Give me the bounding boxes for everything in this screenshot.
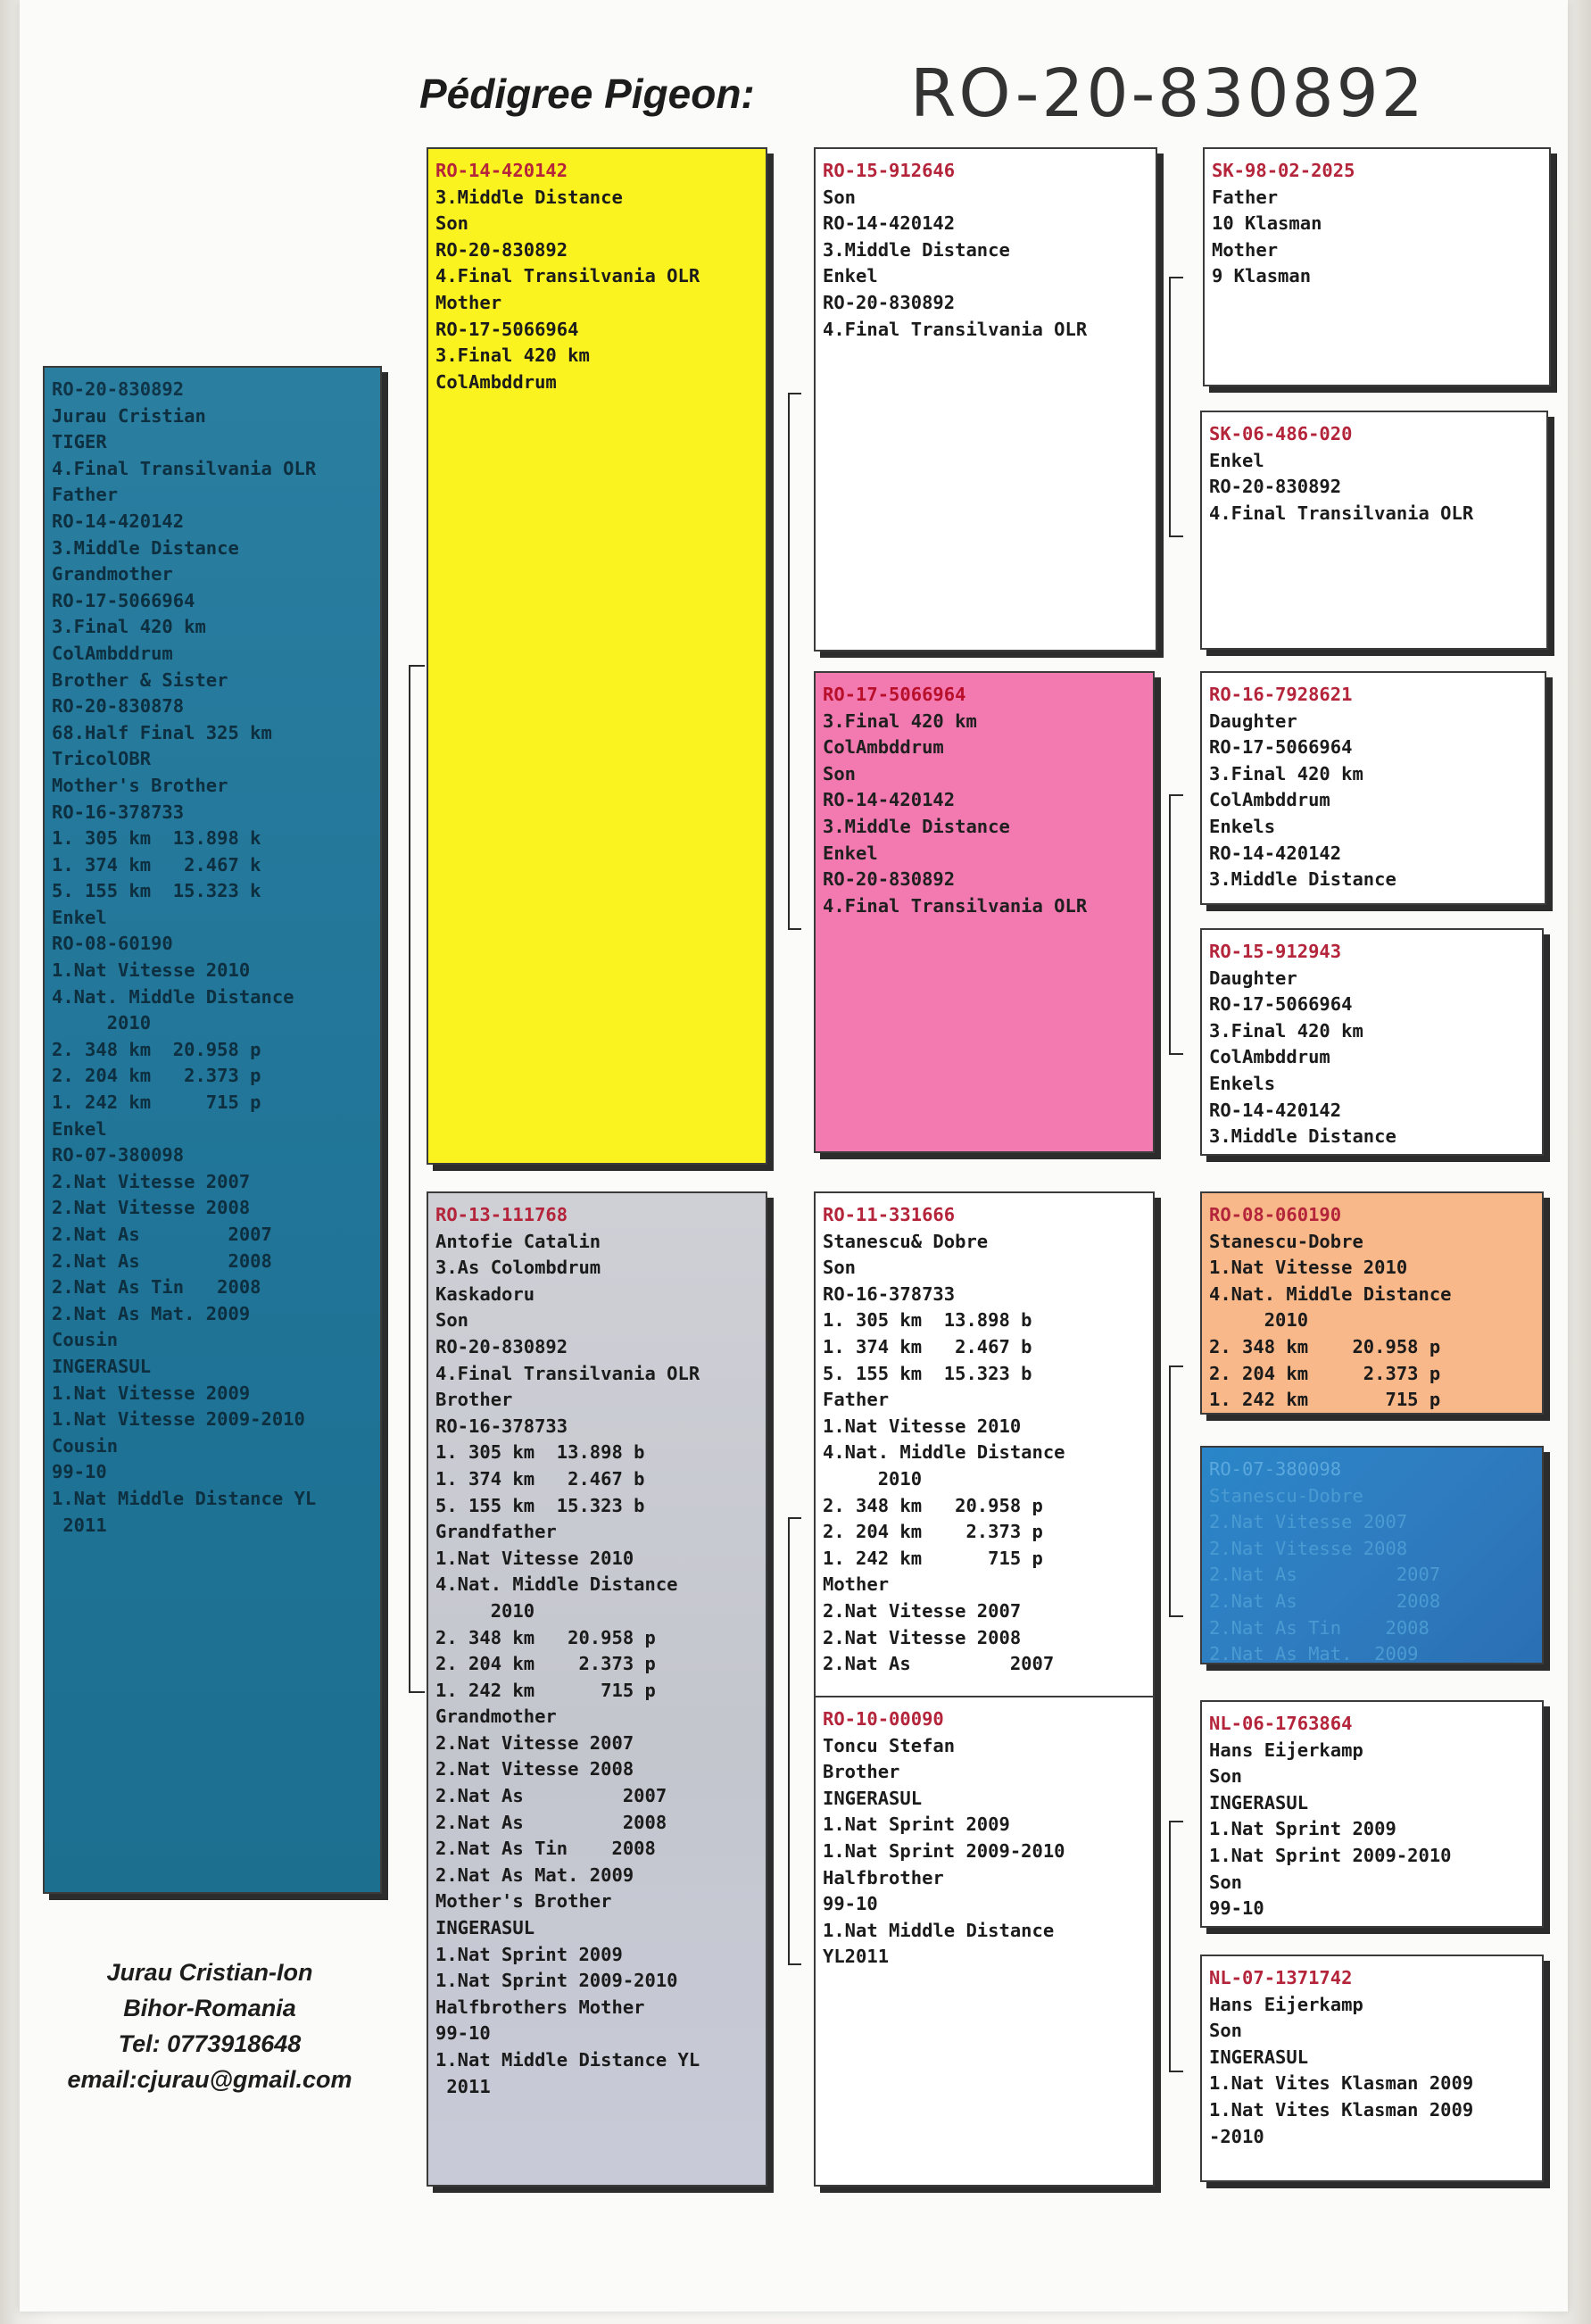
- pedigree-line: Stanescu-Dobre: [1209, 1230, 1363, 1252]
- pedigree-line: 2. 348 km 20.958 p: [52, 1038, 261, 1060]
- pedigree-line: 1. 374 km 2.467 b: [823, 1335, 1032, 1357]
- connector: [788, 1963, 801, 1965]
- pedigree-line: Mother: [1212, 238, 1279, 261]
- connector: [1169, 1615, 1183, 1617]
- connector: [1169, 2071, 1183, 2072]
- pedigree-line: 2.Nat Vitesse 2008: [1209, 1537, 1408, 1559]
- pedigree-line: RO-17-5066964: [52, 589, 195, 611]
- pedigree-line: RO-20-830892: [1209, 476, 1342, 498]
- pedigree-line: 3.Final 420 km: [1209, 762, 1363, 784]
- pigeon-card-dds: [1200, 1700, 1544, 1928]
- pedigree-line: 3.Final 420 km: [435, 344, 590, 367]
- pedigree-line: 4.Final Transilvania OLR: [823, 318, 1088, 340]
- connector: [1169, 1365, 1171, 1615]
- pedigree-line: Grandfather: [435, 1521, 557, 1543]
- pedigree-line: 1.Nat Vites Klasman 2009: [1209, 2072, 1474, 2095]
- pedigree-line: 2. 348 km 20.958 p: [435, 1626, 656, 1648]
- pedigree-line: 2.Nat Vitesse 2008: [52, 1197, 251, 1219]
- ring-id: SK-06-486-020: [1209, 423, 1353, 444]
- ring-id: RO-08-060190: [1209, 1204, 1342, 1225]
- pedigree-line: Enkels: [1209, 815, 1276, 837]
- pedigree-line: 2.Nat As Mat. 2009: [52, 1302, 251, 1324]
- pedigree-line: 2.Nat As 2007: [1209, 1564, 1441, 1586]
- pedigree-line: Son: [435, 1309, 469, 1332]
- pedigree-line: 2011: [52, 1514, 107, 1536]
- pedigree-line: RO-14-420142: [1209, 842, 1342, 864]
- pedigree-line: 5. 155 km 15.323 b: [435, 1494, 645, 1516]
- pedigree-line: Father: [52, 484, 119, 506]
- pedigree-line: 2.Nat As 2007: [823, 1653, 1055, 1675]
- pedigree-line: 2.Nat Vitesse 2008: [435, 1758, 634, 1780]
- connector: [1169, 1365, 1183, 1367]
- pedigree-line: Grandmother: [435, 1706, 557, 1728]
- pedigree-line: ColAmbddrum: [52, 642, 173, 664]
- pedigree-line: RO-14-420142: [823, 789, 956, 811]
- ring-id: RO-07-380098: [1209, 1458, 1342, 1480]
- pedigree-line: 2. 204 km 2.373 p: [52, 1065, 261, 1087]
- pedigree-line: 68.Half Final 325 km: [52, 721, 272, 743]
- pedigree-line: 4.Final Transilvania OLR: [52, 457, 317, 479]
- pigeon-card-dss: [1200, 1191, 1544, 1415]
- pedigree-line: INGERASUL: [1209, 1791, 1309, 1814]
- pedigree-line: Enkel: [52, 1117, 107, 1140]
- pedigree-line: 3.Middle Distance: [435, 186, 623, 208]
- pedigree-line: 1.Nat Sprint 2009: [435, 1943, 623, 1965]
- connector: [1169, 277, 1171, 535]
- pedigree-line: Toncu Stefan: [823, 1734, 956, 1756]
- pedigree-line: RO-17-5066964: [1209, 736, 1353, 759]
- ring-id: RO-14-420142: [435, 160, 568, 181]
- pedigree-line: 5. 155 km 15.323 k: [52, 880, 261, 902]
- page-title: Pédigree Pigeon:: [419, 71, 755, 117]
- pedigree-line: 1.Nat Sprint 2009-2010: [435, 1970, 678, 1992]
- pedigree-line: 2011: [435, 2075, 491, 2097]
- pedigree-line: 4.Final Transilvania OLR: [823, 894, 1088, 917]
- pedigree-line: 1. 374 km 2.467 k: [52, 853, 261, 876]
- pedigree-line: Mother: [823, 1573, 890, 1596]
- pedigree-line: RO-16-378733: [52, 801, 185, 823]
- pedigree-line: INGERASUL: [435, 1917, 535, 1939]
- pedigree-line: 2.Nat As 2007: [52, 1224, 272, 1245]
- pedigree-line: 2.Nat Vitesse 2007: [823, 1599, 1022, 1622]
- connector: [1169, 277, 1183, 278]
- pigeon-card-dam-dam: [814, 1696, 1155, 2187]
- ring-id: RO-20-830892: [52, 378, 185, 400]
- pedigree-line: 1.Nat Middle Distance: [823, 1919, 1055, 1941]
- pedigree-line: RO-20-830878: [52, 695, 185, 718]
- pedigree-line: ColAmbddrum: [823, 736, 944, 759]
- pedigree-line: Kaskadoru: [435, 1282, 535, 1305]
- pedigree-line: RO-17-5066964: [435, 318, 579, 340]
- pedigree-line: 2. 204 km 2.373 p: [1209, 1362, 1441, 1384]
- pedigree-line: TIGER: [52, 431, 107, 453]
- pedigree-line: Hans Eijerkamp: [1209, 1993, 1363, 2015]
- pedigree-line: RO-14-420142: [1209, 1099, 1342, 1121]
- pedigree-line: 5. 155 km 15.323 b: [823, 1362, 1032, 1384]
- pedigree-line: 3.Final 420 km: [823, 710, 977, 732]
- pedigree-line: TricolOBR: [52, 748, 152, 770]
- pedigree-line: 2010: [823, 1467, 923, 1490]
- pedigree-line: 99-10: [823, 1893, 878, 1915]
- pigeon-card-sss: [1203, 147, 1551, 386]
- pedigree-line: 3.Middle Distance: [52, 536, 239, 559]
- pedigree-line: RO-07-380098: [52, 1144, 185, 1166]
- pedigree-line: 2.Nat As Mat. 2009: [1209, 1643, 1419, 1664]
- pedigree-line: 99-10: [52, 1461, 107, 1483]
- pedigree-line: 1.Nat Vitesse 2010: [1209, 1257, 1408, 1279]
- pigeon-card-dam-sire: [814, 1191, 1155, 1700]
- pedigree-line: Son: [1209, 1871, 1243, 1893]
- pedigree-line: ColAmbddrum: [1209, 1046, 1330, 1068]
- connector: [409, 665, 425, 667]
- connector: [788, 393, 790, 928]
- pedigree-line: 1. 305 km 13.898 b: [435, 1441, 645, 1464]
- pedigree-line: 1. 305 km 13.898 k: [52, 827, 261, 850]
- pedigree-line: 1.Nat Sprint 2009: [1209, 1818, 1396, 1840]
- pedigree-line: 3.As Colombdrum: [435, 1257, 601, 1279]
- pedigree-line: 2.Nat As Tin 2008: [1209, 1616, 1429, 1639]
- pedigree-line: 1.Nat Vites Klasman 2009: [1209, 2098, 1474, 2121]
- pedigree-line: Enkel: [1209, 449, 1264, 471]
- breeder-phone: Tel: 0773918648: [118, 2030, 302, 2057]
- ring-id: RO-17-5066964: [823, 684, 966, 705]
- pedigree-line: Brother & Sister: [52, 668, 228, 691]
- connector: [1169, 794, 1183, 796]
- pedigree-line: 1. 242 km 715 p: [1209, 1389, 1441, 1411]
- pedigree-line: 2.Nat Vitesse 2007: [52, 1170, 251, 1192]
- pedigree-line: 2. 204 km 2.373 p: [435, 1653, 656, 1675]
- pedigree-line: 1.Nat Sprint 2009-2010: [823, 1839, 1065, 1862]
- pigeon-card-sds: [1200, 671, 1546, 905]
- connector: [1169, 1053, 1183, 1055]
- pedigree-line: Mother: [435, 291, 502, 313]
- pedigree-line: Daughter: [1209, 967, 1297, 989]
- pedigree-line: 4.Nat. Middle Distance: [435, 1573, 678, 1596]
- pedigree-line: RO-20-830892: [823, 868, 956, 891]
- pigeon-card-dam: [427, 1191, 767, 2187]
- pedigree-line: 99-10: [435, 2022, 491, 2045]
- pedigree-line: 4.Nat. Middle Distance: [823, 1441, 1065, 1464]
- pigeon-card-sire-sire: [814, 147, 1157, 652]
- pedigree-line: ColAmbddrum: [435, 370, 557, 393]
- pedigree-line: 1.Nat Vitesse 2009: [52, 1382, 251, 1404]
- pigeon-card-ddd: [1200, 1955, 1544, 2182]
- pedigree-line: Son: [1209, 1765, 1243, 1788]
- breeder-location: Bihor-Romania: [123, 1995, 296, 2021]
- pedigree-line: 2010: [1209, 1309, 1309, 1332]
- connector: [788, 1517, 801, 1519]
- pedigree-line: RO-08-60190: [52, 933, 173, 955]
- connector: [788, 1517, 790, 1963]
- pedigree-line: Brother: [435, 1389, 513, 1411]
- pedigree-line: 4.Final Transilvania OLR: [1209, 502, 1474, 524]
- pedigree-line: -2010: [1209, 2125, 1264, 2147]
- pedigree-line: Son: [823, 1257, 857, 1279]
- connector: [1169, 1821, 1171, 2071]
- pedigree-line: 2010: [435, 1599, 535, 1622]
- pedigree-line: INGERASUL: [52, 1355, 152, 1377]
- pedigree-line: Antofie Catalin: [435, 1230, 601, 1252]
- pigeon-card-dsd: [1200, 1446, 1544, 1664]
- pedigree-line: Stanescu& Dobre: [823, 1230, 989, 1252]
- pedigree-line: Enkel: [52, 906, 107, 928]
- ring-number: RO-20-830892: [910, 55, 1426, 132]
- pedigree-line: RO-20-830892: [823, 291, 956, 313]
- connector: [1169, 1821, 1183, 1822]
- pedigree-line: INGERASUL: [1209, 2046, 1309, 2068]
- pedigree-line: 3.Middle Distance: [1209, 868, 1396, 891]
- ring-id: NL-06-1763864: [1209, 1713, 1353, 1734]
- pedigree-line: Enkel: [823, 842, 878, 864]
- pedigree-line: Enkels: [1209, 1072, 1276, 1094]
- pedigree-line: 3.Middle Distance: [823, 238, 1010, 261]
- breeder-contact: [36, 1955, 384, 2097]
- pedigree-line: Son: [823, 762, 857, 784]
- pedigree-line: 1.Nat Vitesse 2010: [52, 959, 251, 982]
- pedigree-line: 3.Final 420 km: [1209, 1019, 1363, 1042]
- pedigree-line: RO-14-420142: [52, 510, 185, 532]
- pedigree-line: INGERASUL: [823, 1787, 923, 1809]
- pedigree-line: 2.Nat As 2008: [1209, 1589, 1441, 1612]
- pedigree-line: Halfbrothers Mother: [435, 1996, 645, 2018]
- pedigree-line: 1. 242 km 715 p: [52, 1091, 261, 1114]
- pedigree-line: Cousin: [52, 1329, 119, 1351]
- pedigree-line: YL2011: [823, 1946, 890, 1968]
- pedigree-line: 1.Nat Middle Distance YL: [435, 2049, 700, 2071]
- pedigree-line: 1.Nat Sprint 2009: [823, 1814, 1010, 1836]
- pedigree-line: 2. 348 km 20.958 p: [1209, 1335, 1441, 1357]
- ring-id: RO-15-912646: [823, 160, 956, 181]
- ring-id: RO-13-111768: [435, 1204, 568, 1225]
- pedigree-line: RO-14-420142: [823, 212, 956, 235]
- pedigree-line: 99-10: [1209, 1897, 1264, 1920]
- pedigree-line: 4.Final Transilvania OLR: [435, 265, 700, 287]
- pedigree-line: RO-20-830892: [435, 1335, 568, 1357]
- ring-id: RO-11-331666: [823, 1204, 956, 1225]
- pedigree-line: 2. 204 km 2.373 p: [823, 1521, 1043, 1543]
- pigeon-card-sire-dam: [814, 671, 1155, 1153]
- ring-id: SK-98-02-2025: [1212, 160, 1355, 181]
- breeder-name: Jurau Cristian-Ion: [106, 1959, 313, 1986]
- pedigree-line: 3.Middle Distance: [1209, 1125, 1396, 1148]
- pedigree-line: Enkel: [823, 265, 878, 287]
- pigeon-card-ssd: [1200, 411, 1548, 650]
- pedigree-line: Brother: [823, 1761, 900, 1783]
- connector: [1169, 794, 1171, 1053]
- pedigree-line: Mother's Brother: [52, 774, 228, 796]
- pigeon-card-sire: [427, 147, 767, 1165]
- pedigree-line: Hans Eijerkamp: [1209, 1739, 1363, 1761]
- ring-id: RO-10-00090: [823, 1708, 944, 1730]
- pigeon-card-sdd: [1200, 928, 1544, 1156]
- pigeon-card-main: [43, 366, 382, 1894]
- pedigree-line: Jurau Cristian: [52, 404, 206, 427]
- pedigree-line: 2. 348 km 20.958 p: [823, 1494, 1043, 1516]
- pedigree-line: 1.Nat Vitesse 2010: [823, 1415, 1022, 1437]
- pedigree-line: RO-20-830892: [435, 238, 568, 261]
- pedigree-line: ColAmbddrum: [1209, 789, 1330, 811]
- pedigree-line: RO-16-378733: [823, 1282, 956, 1305]
- pedigree-line: 2.Nat As 2008: [52, 1249, 272, 1272]
- pedigree-line: 10 Klasman: [1212, 212, 1322, 235]
- ring-id: NL-07-1371742: [1209, 1967, 1353, 1988]
- pedigree-line: 2.Nat Vitesse 2007: [435, 1731, 634, 1754]
- pedigree-line: 1. 242 km 715 p: [823, 1547, 1043, 1569]
- connector: [788, 928, 801, 930]
- pedigree-line: 1.Nat Vitesse 2010: [435, 1547, 634, 1569]
- pedigree-line: 2.Nat As 2007: [435, 1785, 667, 1807]
- connector: [409, 1691, 425, 1693]
- pedigree-line: Father: [823, 1389, 890, 1411]
- pedigree-line: Halfbrother: [823, 1866, 944, 1888]
- pedigree-line: 1. 242 km 715 p: [435, 1679, 656, 1701]
- pedigree-line: 2.Nat As Mat. 2009: [435, 1863, 634, 1886]
- pedigree-line: 4.Nat. Middle Distance: [52, 985, 294, 1008]
- pedigree-line: 2.Nat As Tin 2008: [52, 1276, 261, 1299]
- pedigree-line: 3.Final 420 km: [52, 616, 206, 638]
- ring-id: RO-15-912943: [1209, 941, 1342, 962]
- pedigree-line: RO-17-5066964: [1209, 993, 1353, 1016]
- pedigree-line: Son: [823, 186, 857, 208]
- pedigree-line: 3.Middle Distance: [823, 815, 1010, 837]
- pedigree-line: 1. 374 km 2.467 b: [435, 1467, 645, 1490]
- pedigree-line: Son: [1209, 2020, 1243, 2042]
- pedigree-line: 1. 305 km 13.898 b: [823, 1309, 1032, 1332]
- pedigree-line: 1.Nat Sprint 2009-2010: [1209, 1844, 1452, 1866]
- pedigree-line: Mother's Brother: [435, 1890, 612, 1913]
- ring-id: RO-16-7928621: [1209, 684, 1353, 705]
- pedigree-line: 9 Klasman: [1212, 265, 1312, 287]
- pedigree-line: 2.Nat As Tin 2008: [435, 1838, 656, 1860]
- connector: [788, 393, 801, 394]
- pedigree-line: Stanescu-Dobre: [1209, 1484, 1363, 1506]
- breeder-email[interactable]: email:cjurau@gmail.com: [67, 2066, 352, 2093]
- pedigree-line: 4.Final Transilvania OLR: [435, 1362, 700, 1384]
- pedigree-line: 1.Nat Middle Distance YL: [52, 1487, 317, 1509]
- pedigree-line: Daughter: [1209, 710, 1297, 732]
- pedigree-line: Cousin: [52, 1434, 119, 1457]
- connector: [409, 665, 410, 1691]
- pedigree-line: 2.Nat Vitesse 2007: [1209, 1511, 1408, 1533]
- pedigree-line: Father: [1212, 186, 1279, 208]
- pedigree-line: RO-16-378733: [435, 1415, 568, 1437]
- connector: [1169, 535, 1183, 537]
- pedigree-line: Grandmother: [52, 563, 173, 585]
- pedigree-line: 4.Nat. Middle Distance: [1209, 1282, 1452, 1305]
- pedigree-line: 2010: [52, 1012, 152, 1034]
- pedigree-line: 2.Nat Vitesse 2008: [823, 1626, 1022, 1648]
- pedigree-line: 2.Nat As 2008: [435, 1811, 667, 1833]
- pedigree-line: 1.Nat Vitesse 2009-2010: [52, 1408, 305, 1431]
- pedigree-line: Son: [435, 212, 469, 235]
